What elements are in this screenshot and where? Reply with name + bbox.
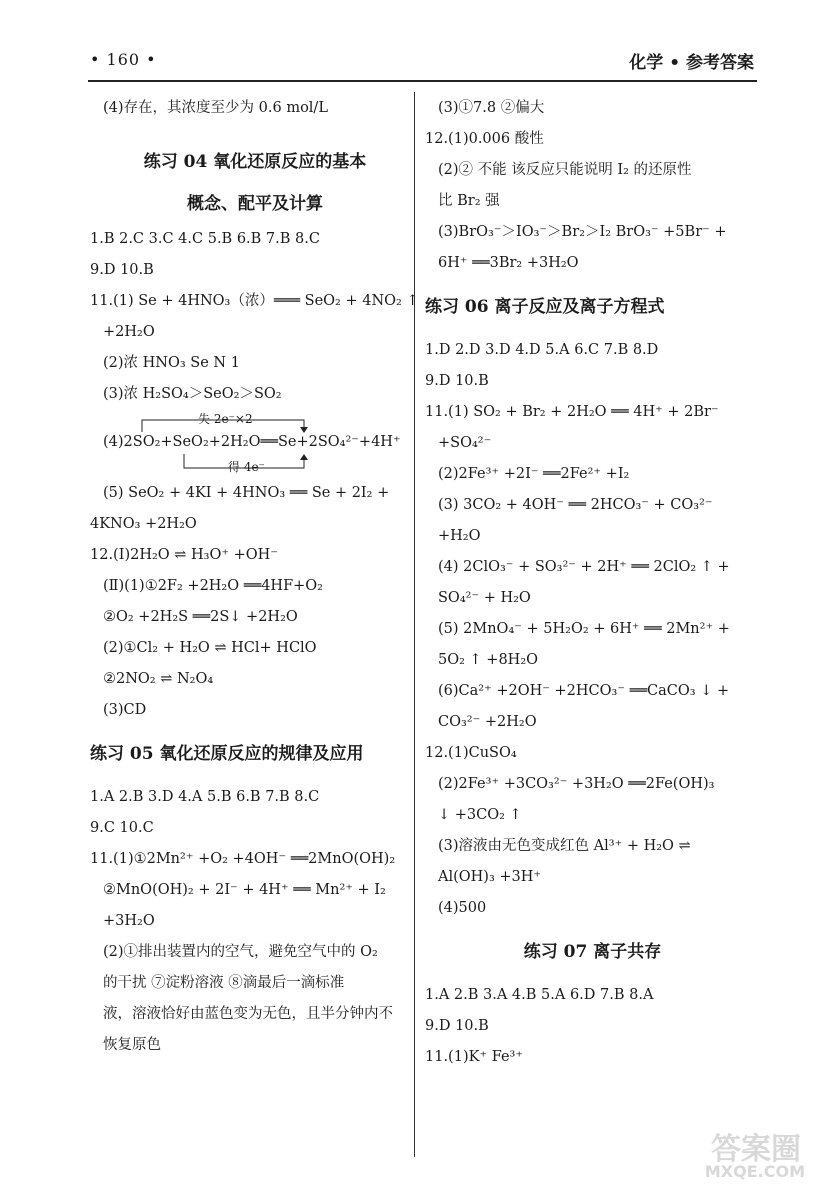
answer-line: +2H₂O: [103, 324, 155, 340]
answer-line: (3)溶液由无色变成红色 Al³⁺ + H₂O ⇌: [438, 838, 691, 854]
answer-line: 9.D 10.B: [425, 1018, 489, 1034]
answer-line: ②O₂ +2H₂S ══2S↓ +2H₂O: [103, 609, 298, 625]
answer-line: ②2NO₂ ⇌ N₂O₄: [103, 671, 214, 687]
answer-line: 11.(1) Se + 4HNO₃（浓）═══ SeO₂ + 4NO₂ ↑: [90, 293, 419, 309]
answer-line: 11.(1) SO₂ + Br₂ + 2H₂O ══ 4H⁺ + 2Br⁻: [425, 404, 719, 420]
answer-line: Al(OH)₃ +3H⁺: [438, 869, 542, 885]
answer-line: 1.B 2.C 3.C 4.C 5.B 6.B 7.B 8.C: [90, 231, 320, 247]
answer-line: +H₂O: [438, 528, 481, 544]
page-number: • 160 •: [90, 50, 157, 69]
answer-line: (2)② 不能 该反应只能说明 I₂ 的还原性: [438, 162, 692, 178]
answer-line: (3) 3CO₂ + 4OH⁻ ══ 2HCO₃⁻ + CO₃²⁻: [438, 497, 713, 513]
exercise-04-title: 练习 04 氧化还原反应的基本: [143, 152, 367, 172]
answer-line: (3)①7.8 ②偏大: [438, 100, 545, 116]
answer-line: 12.(1)CuSO₄: [425, 745, 517, 761]
answer-line: (2)浓 HNO₃ Se N 1: [103, 355, 240, 371]
header-rule: [88, 80, 757, 82]
answer-line: (4) 2ClO₃⁻ + SO₃²⁻ + 2H⁺ ══ 2ClO₂ ↑ +: [438, 559, 730, 575]
watermark-url: MXQE.COM: [704, 1162, 805, 1181]
answer-line: 9.D 10.B: [90, 262, 154, 278]
answer-line: (4)500: [438, 900, 487, 916]
exercise-07-title: 练习 07 离子共存: [523, 942, 662, 962]
answer-line: ↓ +3CO₂ ↑: [438, 807, 522, 823]
answer-line: (6)Ca²⁺ +2OH⁻ +2HCO₃⁻ ══CaCO₃ ↓ +: [438, 683, 730, 699]
answer-line: 1.D 2.D 3.D 4.D 5.A 6.C 7.B 8.D: [425, 342, 659, 358]
exercise-06-title: 练习 06 离子反应及离子方程式: [425, 297, 665, 317]
answer-line: SO₄²⁻ + H₂O: [438, 590, 531, 606]
watermark-text: 答案圈: [711, 1132, 801, 1167]
electron-transfer-diagram: [90, 410, 420, 478]
answer-line: (2)①Cl₂ + H₂O ⇌ HCl+ HClO: [103, 640, 317, 656]
redox-equation: (4)2SO₂+SeO₂+2H₂O══Se+2SO₄²⁻+4H⁺: [103, 434, 401, 450]
answer-line: 12.(1)0.006 酸性: [425, 131, 544, 147]
right-column: [425, 93, 760, 1073]
answer-line: (3)CD: [103, 702, 147, 718]
answer-line: 比 Br₂ 强: [438, 193, 500, 209]
answer-line: 12.(Ⅰ)2H₂O ⇌ H₃O⁺ +OH⁻: [90, 547, 278, 563]
answer-line: (2)2Fe³⁺ +2I⁻ ══2Fe²⁺ +I₂: [438, 466, 630, 482]
answer-line: 4KNO₃ +2H₂O: [90, 516, 197, 532]
exercise-04-subtitle: 概念、配平及计算: [187, 194, 323, 214]
answer-line: (3)BrO₃⁻＞IO₃⁻＞Br₂＞I₂ BrO₃⁻ +5Br⁻ +: [438, 224, 727, 240]
electron-gain-label: 得 4e⁻: [228, 460, 265, 474]
answer-line: (2)2Fe³⁺ +3CO₃²⁻ +3H₂O ══2Fe(OH)₃: [438, 776, 715, 792]
answer-line: 11.(1)K⁺ Fe³⁺: [425, 1049, 524, 1065]
answer-line: +3H₂O: [103, 913, 155, 929]
watermark-logo: [689, 1124, 809, 1184]
answer-line: 的干扰 ⑦淀粉溶液 ⑧滴最后一滴标准: [103, 975, 345, 991]
answer-line: (2)①排出装置内的空气，避免空气中的 O₂: [103, 944, 378, 960]
answer-line: (5) SeO₂ + 4KI + 4HNO₃ ══ Se + 2I₂ +: [103, 485, 390, 501]
answer-line: 恢复原色: [103, 1037, 161, 1053]
answer-line: CO₃²⁻ +2H₂O: [438, 714, 537, 730]
answer-line: 6H⁺ ══3Br₂ +3H₂O: [438, 255, 579, 271]
exercise-05-title: 练习 05 氧化还原反应的规律及应用: [90, 744, 364, 764]
answer-line: (Ⅱ)(1)①2F₂ +2H₂O ══4HF+O₂: [103, 578, 323, 594]
answer-line: 液，溶液恰好由蓝色变为无色，且半分钟内不: [103, 1006, 393, 1022]
answer-line: (4)存在，其浓度至少为 0.6 mol/L: [103, 100, 328, 116]
answer-line: (5) 2MnO₄⁻ + 5H₂O₂ + 6H⁺ ══ 2Mn²⁺ +: [438, 621, 730, 637]
left-column: [90, 93, 420, 1061]
answer-line: 1.A 2.B 3.D 4.A 5.B 6.B 7.B 8.C: [90, 789, 320, 805]
electron-loss-label: 失 2e⁻×2: [198, 412, 253, 426]
answer-line: 5O₂ ↑ +8H₂O: [438, 652, 539, 668]
section-title: 化学 • 参考答案: [629, 53, 754, 73]
answer-line: +SO₄²⁻: [438, 435, 492, 451]
answer-line: 1.A 2.B 3.A 4.B 5.A 6.D 7.B 8.A: [425, 987, 654, 1003]
answer-line: 9.D 10.B: [425, 373, 489, 389]
answer-line: 11.(1)①2Mn²⁺ +O₂ +4OH⁻ ══2MnO(OH)₂: [90, 851, 396, 867]
answer-line: (3)浓 H₂SO₄＞SeO₂＞SO₂: [103, 386, 282, 402]
answer-line: ②MnO(OH)₂ + 2I⁻ + 4H⁺ ══ Mn²⁺ + I₂: [103, 882, 386, 898]
answer-line: 9.C 10.C: [90, 820, 154, 836]
